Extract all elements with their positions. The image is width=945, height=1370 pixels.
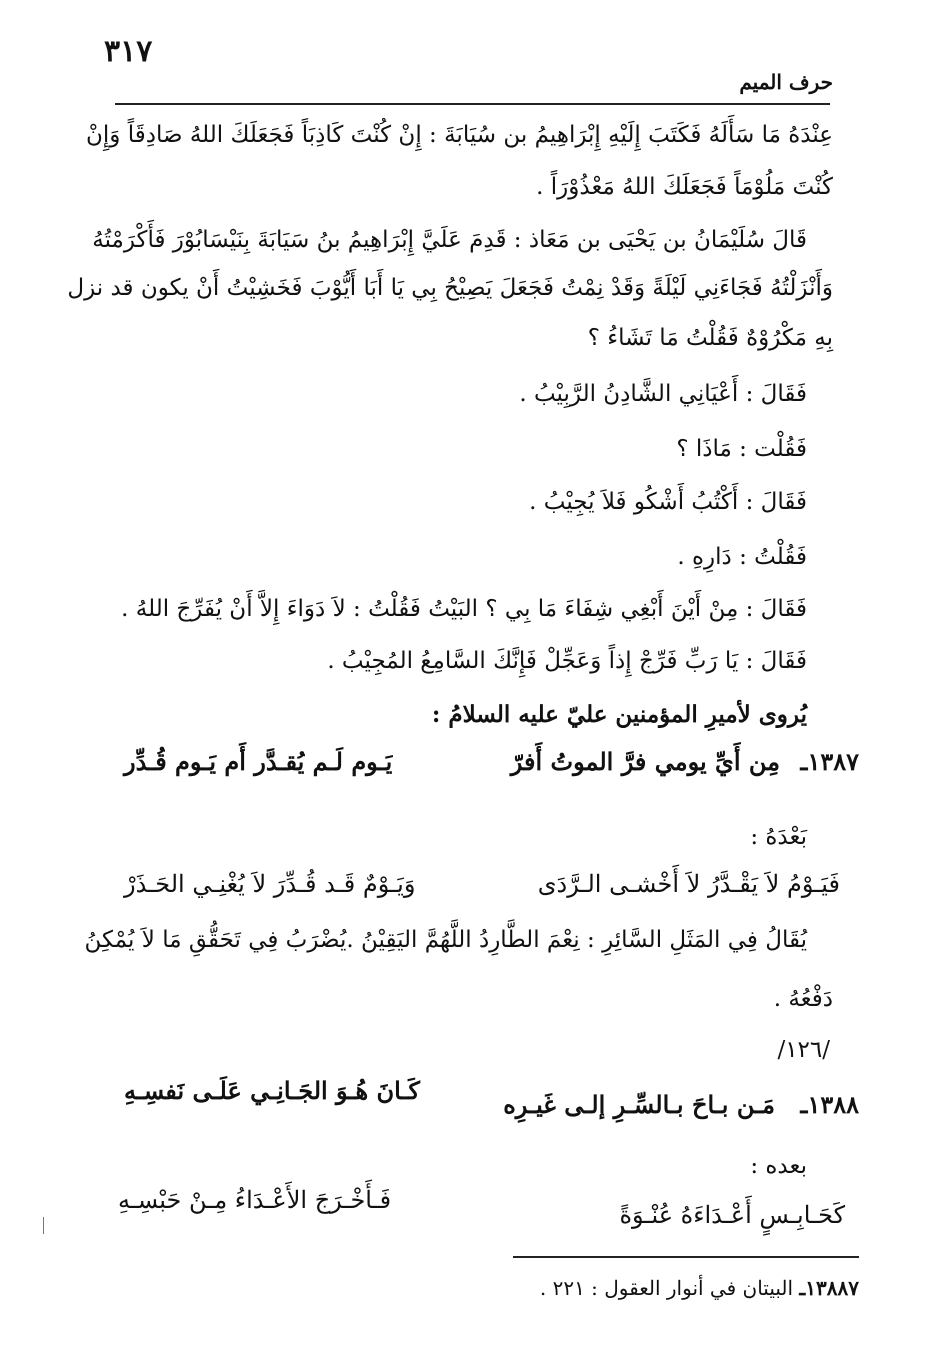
footnote-number: ١٣٨٨٧ـ	[799, 1276, 859, 1300]
footnote-text: البيتان في أنوار العقول : ٢٢١ .	[539, 1276, 794, 1300]
verse-hemistich: فَـأَخْـرَجَ الأَعْـدَاءُ مِـنْ حَبْسِـهِ	[118, 1186, 392, 1214]
continuation-label: بعده :	[750, 1153, 807, 1179]
body-line: وَأَنْزَلْتُهُ فَجَاءَنِي لَيْلَةً وَقَدْ نِمْتُ فَجَعَلَ يَصِيْحُ بِي يَا أَبَا أَيُّوْبَ فَخَشِيْتُ أَنْ يكون قد نزل	[67, 275, 833, 301]
verse-hemistich: يَـوم لَـم يُقـدَّر أَم يَـوم قُـدِّر	[124, 747, 393, 776]
verse-hemistich: كَـانَ هُـوَ الجَـانِـي عَلَـى نَفسِـهِ	[124, 1076, 420, 1105]
dialogue-line: فَقَالَ : يَا رَبِّ فَرِّجْ إِذاً وَعَجِّلْ فَإِنَّكَ السَّامِعُ المُجِيْبُ .	[327, 648, 807, 674]
footnote	[540, 1276, 859, 1300]
verse-hemistich: مَـن بـاحَ بـالسِّـرِ إلـى غَيـرِه	[503, 1090, 775, 1119]
continuation-label: بَعْدَهُ :	[750, 824, 807, 850]
body-line: قَالَ سُلَيْمَانُ بن يَحْيَى بن مَعَاذ : قَدِمَ عَلَيَّ إِبْرَاهِيمُ بنُ سَيَابَةَ بِنَيْسَابُوْرَ فَأَكْرَمْتُهُ	[92, 227, 807, 253]
attribution: يُروى لأميرِ المؤمنين عليّ عليه السلامُ :	[431, 701, 807, 728]
verse-number: ١٣٨٧ـ	[800, 747, 859, 776]
body-line: كُنْتَ مَلُوْمَاً فَجَعَلَكَ اللهُ مَعْذُوْرَاً .	[536, 174, 833, 200]
body-line: دَفْعُهُ .	[773, 986, 833, 1012]
verse-hemistich: وَيَـوْمٌ قَـد قُـدِّرَ لاَ يُغْنِـي الحَـذَرْ	[124, 870, 416, 898]
dialogue-line: فَقَالَ : أَعْيَانِي الشَّادِنُ الرَّبِيْبُ .	[519, 381, 807, 407]
verse-hemistich: فَيَـوْمُ لاَ يَقْـدَّرُ لاَ أَخْشـى الـرَّدَى	[537, 870, 840, 898]
body-line: يُقَالُ فِي المَثَلِ السَّائِرِ : نِعْمَ الطَّارِدُ اللَّهُمَّ اليَقِيْنُ .يُضْرَبُ فِي تَحَقُّقِ مَا لاَ يُمْكِنُ	[84, 927, 807, 953]
header-rule	[115, 103, 830, 105]
body-line: بِهِ مَكْرُوْهٌ فَقُلْتُ مَا تَشَاءُ ؟	[587, 325, 833, 351]
verse-number: ١٣٨٨ـ	[800, 1090, 859, 1119]
running-title: حرف الميم	[739, 70, 833, 94]
dialogue-line: فَقُلْتُ : دَارِهِ .	[677, 544, 807, 570]
dialogue-line: فَقُلْت : مَاذَا ؟	[676, 436, 807, 462]
dialogue-line: فَقَالَ : أَكْتُبُ أَشْكُو فَلاَ يُجِيْبُ .	[529, 489, 807, 515]
body-line: عِنْدَهُ مَا سَأَلَهُ فَكَتَبَ إِلَيْهِ إِبْرَاهِيمُ بن سُيَابَةَ : إِنْ كُنْتَ كَاذِبَاً فَجَعَلَكَ اللهُ صَادِقَاً وَإِنْ	[86, 122, 833, 148]
verse-hemistich: كَحَـابِـسٍ أَعْـدَاءَهُ عُنْـوَةً	[619, 1201, 845, 1229]
verse-hemistich: مِن أَيِّ يومي فرَّ الموتُ أَفرّ	[510, 747, 780, 776]
footnote-rule	[513, 1256, 859, 1258]
reference-mark: /١٢٦/	[777, 1037, 830, 1063]
margin-mark	[43, 1217, 44, 1234]
dialogue-line: فَقَالَ : مِنْ أَيْنَ أَبْغِي شِفَاءَ مَا بِي ؟ البَيْتُ فَقُلْتُ : لاَ دَوَاءَ إِلاَّ أَنْ يُفَرِّجَ اللهُ .	[121, 596, 807, 622]
page-number: ٣١٧	[104, 34, 153, 69]
